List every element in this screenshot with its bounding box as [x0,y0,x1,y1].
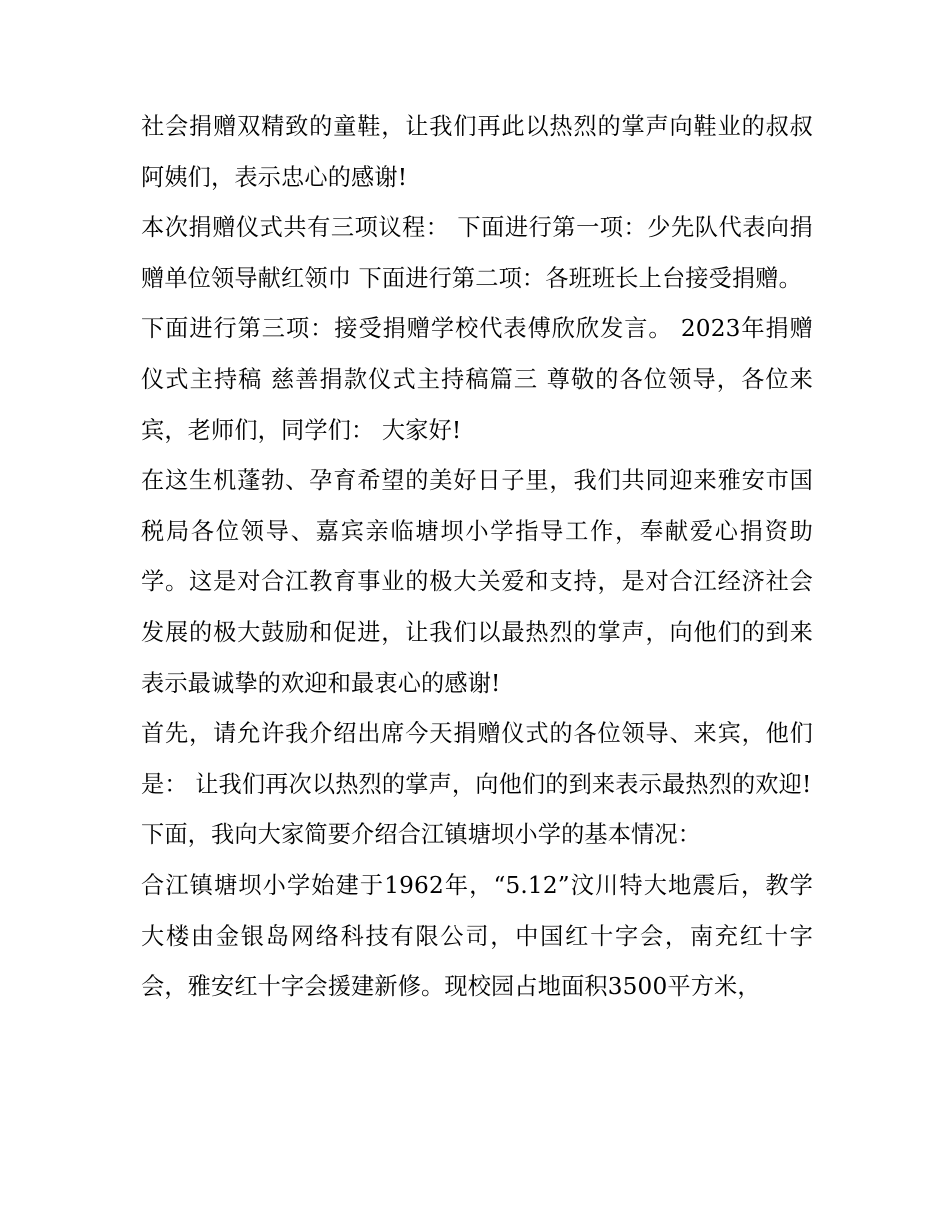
document-body [141,102,813,1013]
paragraph-5: 首先，请允许我介绍出席今天捐赠仪式的各位领导、来宾，他们是： 让我们再次以热烈的掌声，向他们的到来表示最热烈的欢迎! [141,720,813,798]
paragraph-3: 下面进行第三项：接受捐赠学校代表傅欣欣发言。 2023年捐赠仪式主持稿 慈善捐款仪式主持稿篇三 尊敬的各位领导，各位来宾，老师们，同学们： 大家好! [141,315,813,444]
paragraph-1: 社会捐赠双精致的童鞋，让我们再此以热烈的掌声向鞋业的叔叔阿姨们，表示忠心的感谢! [141,113,813,191]
paragraph-6: 下面，我向大家简要介绍合江镇塘坝小学的基本情况： [141,821,702,849]
paragraph-4: 在这生机蓬勃、孕育希望的美好日子里，我们共同迎来雅安市国税局各位领导、嘉宾亲临塘坝小学指导工作，奉献爱心捐资助学。这是对合江教育事业的极大关爱和支持，是对合江经济社会发展的极大鼓励和促进，让我们以最热烈的掌声，向他们的到来表示最诚挚的欢迎和最衷心的感谢! [141,467,813,697]
paragraph-2: 本次捐赠仪式共有三项议程： 下面进行第一项：少先队代表向捐赠单位领导献红领巾 下面进行第二项：各班班长上台接受捐赠。 [141,214,813,292]
paragraph-7: 合江镇塘坝小学始建于1962年，“5.12”汶川特大地震后，教学大楼由金银岛网络科技有限公司，中国红十字会，南充红十字会，雅安红十字会援建新修。现校园占地面积3500平方米， [141,871,813,1001]
